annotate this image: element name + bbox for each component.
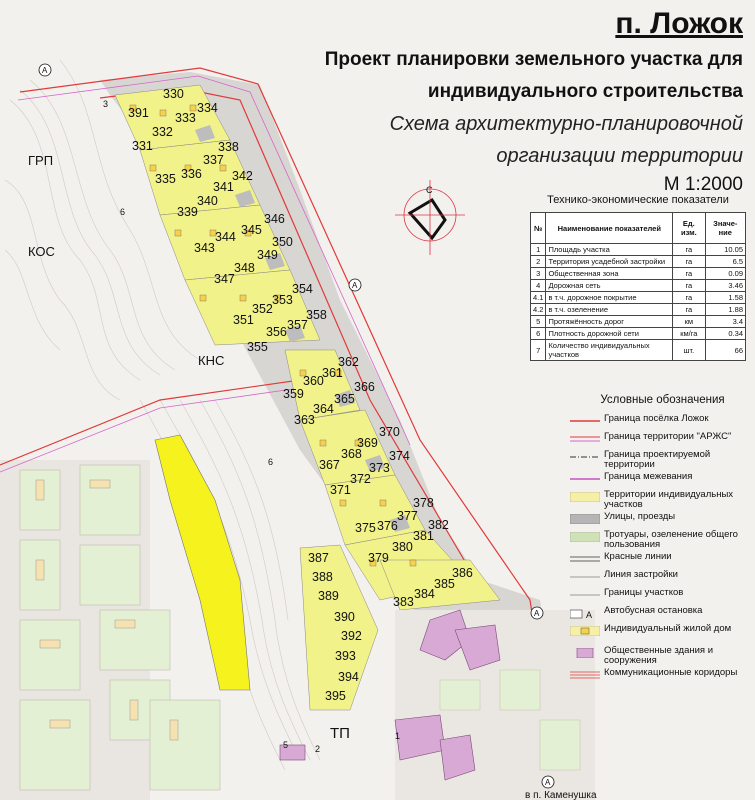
legend-label: Граница посёлка Ложок	[604, 413, 709, 424]
table-cell: 6.5	[705, 256, 745, 268]
plot-number: 379	[368, 551, 389, 565]
plot-number: 390	[334, 610, 355, 624]
table-cell: 6	[531, 328, 546, 340]
table-row	[531, 268, 746, 280]
plot-number: 338	[218, 140, 239, 154]
plot-number: 384	[414, 587, 435, 601]
col-header: Наименование показателей	[546, 213, 673, 244]
marker-5: 5	[283, 740, 289, 750]
svg-text:A: A	[586, 610, 593, 620]
col-header: №	[531, 213, 546, 244]
plot-number: 343	[194, 241, 215, 255]
table-cell: Общественная зона	[546, 268, 673, 280]
plot-number: 336	[181, 167, 202, 181]
legend-item	[570, 470, 755, 488]
table-cell: 5	[531, 316, 546, 328]
table-cell: 3.4	[705, 316, 745, 328]
contour-label: 6	[268, 457, 274, 467]
project-title-line1: Проект планировки земельного участка для	[324, 49, 743, 70]
table-cell: км	[673, 316, 705, 328]
label-kns: КНС	[198, 353, 225, 368]
table-cell: 4.2	[531, 304, 546, 316]
north-label: С	[426, 185, 433, 195]
plot-number: 387	[308, 551, 329, 565]
legend-title: Условные обозначения	[600, 394, 725, 406]
table-cell: га	[673, 244, 705, 256]
legend-label: Границы участков	[604, 587, 684, 598]
legend-item	[570, 488, 755, 510]
plot-number: 346	[264, 212, 285, 226]
plot-number: 383	[393, 595, 414, 609]
table-row	[531, 316, 746, 328]
plot-number: 331	[132, 139, 153, 153]
legend-label: Территории индивидуальных участков	[604, 489, 734, 510]
plot-number: 389	[318, 589, 339, 603]
legend-item	[570, 510, 755, 528]
plot-number: 352	[252, 302, 273, 316]
table-cell: в т.ч. дорожное покрытие	[546, 292, 673, 304]
bus-stop-icon	[542, 776, 554, 788]
label-towards: в п. Каменушка	[525, 790, 597, 800]
table-row	[531, 292, 746, 304]
legend-label: Автобусная остановка	[604, 605, 703, 616]
legend-label: Граница территории "АРЖС"	[604, 431, 732, 442]
plot-number: 366	[354, 380, 375, 394]
table-row	[531, 244, 746, 256]
legend-item	[570, 568, 755, 586]
plot-number: 359	[283, 387, 304, 401]
table-cell: км/га	[673, 328, 705, 340]
plot-number: 335	[155, 172, 176, 186]
plot-number: 357	[287, 318, 308, 332]
table-cell: Площадь участка	[546, 244, 673, 256]
plot-number: 332	[152, 125, 173, 139]
label-tp: ТП	[330, 725, 350, 742]
legend-item	[570, 586, 755, 604]
plot-number: 381	[413, 529, 434, 543]
legend-symbol	[570, 648, 600, 658]
table-cell: 3.46	[705, 280, 745, 292]
plot-number: 367	[319, 458, 340, 472]
svg-text:А: А	[545, 778, 551, 787]
plot-number: 354	[292, 282, 313, 296]
plot-number: 333	[175, 111, 196, 125]
legend-symbol	[570, 608, 600, 618]
table-cell: Количество индивидуальных участков	[546, 340, 673, 361]
table-cell: Дорожная сеть	[546, 280, 673, 292]
col-header: Ед. изм.	[673, 213, 705, 244]
plot-number: 368	[341, 447, 362, 461]
legend-label: Улицы, проезды	[604, 511, 676, 522]
legend-symbol	[570, 416, 600, 426]
legend-symbol	[570, 590, 600, 600]
plot-number: 344	[215, 230, 236, 244]
table-cell: шт.	[673, 340, 705, 361]
table-cell: Плотность дорожной сети	[546, 328, 673, 340]
plot-number: 340	[197, 194, 218, 208]
table-cell: Протяжённость дорог	[546, 316, 673, 328]
table-cell: Территория усадебной застройки	[546, 256, 673, 268]
table-cell: 1.88	[705, 304, 745, 316]
plot-number: 382	[428, 518, 449, 532]
legend-item	[570, 550, 755, 568]
plot-number: 339	[177, 205, 198, 219]
legend-item	[570, 448, 755, 470]
table-row	[531, 328, 746, 340]
legend-symbol	[570, 452, 600, 462]
legend-label: Граница межевания	[604, 471, 693, 482]
svg-text:А: А	[352, 281, 358, 290]
plot-number: 395	[325, 689, 346, 703]
plot-number: 375	[355, 521, 376, 535]
plot-number: 334	[197, 101, 218, 115]
legend-label: Тротуары, озеленение общего пользования	[604, 529, 738, 550]
legend-symbol	[570, 434, 600, 444]
plot-number: 337	[203, 153, 224, 167]
legend-symbol	[570, 554, 600, 564]
table-cell: 4.1	[531, 292, 546, 304]
plot-number: 353	[272, 293, 293, 307]
plot-number: 363	[294, 413, 315, 427]
legend-item	[570, 644, 755, 666]
table-cell: 4	[531, 280, 546, 292]
legend-label: Коммуникационные коридоры	[604, 667, 738, 678]
plot-number: 351	[233, 313, 254, 327]
legend-item	[570, 430, 755, 448]
project-title-line2: индивидуального строительства	[427, 81, 743, 102]
plot-number: 349	[257, 248, 278, 262]
plot-number: 377	[397, 509, 418, 523]
title-block	[325, 6, 743, 198]
plot-number: 370	[379, 425, 400, 439]
legend-symbol	[570, 670, 600, 680]
plot-number: 341	[213, 180, 234, 194]
plot-number: 373	[369, 461, 390, 475]
table-cell: в т.ч. озеленение	[546, 304, 673, 316]
indicators-title: Технико-экономические показатели	[547, 194, 729, 206]
settlement-title: п. Ложок	[615, 7, 743, 40]
table-row	[531, 304, 746, 316]
scheme-title-line2: организации территории	[496, 145, 743, 167]
table-cell: 3	[531, 268, 546, 280]
plot-number: 356	[266, 325, 287, 339]
plot-number: 394	[338, 670, 359, 684]
plot-number: 369	[357, 436, 378, 450]
legend	[570, 394, 755, 684]
svg-text:А: А	[42, 66, 48, 75]
legend-item	[570, 622, 755, 644]
col-header: Значе-ние	[705, 213, 745, 244]
table-cell: га	[673, 292, 705, 304]
contour-label: 6	[120, 207, 126, 217]
table-cell: га	[673, 268, 705, 280]
plot-number: 345	[241, 223, 262, 237]
plot-number: 371	[330, 483, 351, 497]
marker-1: 1	[395, 731, 401, 741]
plot-number: 348	[234, 261, 255, 275]
label-kos: КОС	[28, 244, 55, 259]
plot-number: 374	[389, 449, 410, 463]
bus-stop-icon	[531, 607, 543, 619]
plot-number: 386	[452, 566, 473, 580]
legend-label: Индивидуальный жилой дом	[604, 623, 732, 634]
plot-number: 355	[247, 340, 268, 354]
legend-symbol	[570, 474, 600, 484]
legend-item	[570, 604, 755, 622]
indicators-table	[530, 212, 746, 361]
legend-label: Граница проектируемой территории	[604, 449, 711, 470]
table-cell: 1	[531, 244, 546, 256]
legend-item	[570, 528, 755, 550]
bus-stop-icon	[39, 64, 51, 76]
table-cell: га	[673, 280, 705, 292]
label-grp: ГРП	[28, 153, 54, 168]
plot-number: 362	[338, 355, 359, 369]
legend-item	[570, 412, 755, 430]
table-cell: га	[673, 304, 705, 316]
table-cell: га	[673, 256, 705, 268]
table-cell: 10.05	[705, 244, 745, 256]
plot-number: 330	[163, 87, 184, 101]
plot-number: 360	[303, 374, 324, 388]
legend-label: Общественные здания и сооружения	[604, 645, 714, 666]
plot-number: 361	[322, 366, 343, 380]
plot-number: 350	[272, 235, 293, 249]
legend-symbol	[570, 492, 600, 502]
scheme-title-line1: Схема архитектурно-планировочной	[389, 113, 743, 135]
plot-number: 372	[350, 472, 371, 486]
plot-number: 392	[341, 629, 362, 643]
table-cell: 2	[531, 256, 546, 268]
legend-symbol	[570, 532, 600, 542]
table-cell: 7	[531, 340, 546, 361]
plot-number: 347	[214, 272, 235, 286]
table-cell: 1.58	[705, 292, 745, 304]
marker-2: 2	[315, 744, 321, 754]
marker-3: 3	[103, 99, 109, 109]
table-cell: 0.34	[705, 328, 745, 340]
svg-text:А: А	[534, 609, 540, 618]
plot-number: 365	[334, 392, 355, 406]
legend-item	[570, 666, 755, 684]
table-row	[531, 256, 746, 268]
plot-number: 364	[313, 402, 334, 416]
legend-label: Красные линии	[604, 551, 672, 562]
table-row	[531, 280, 746, 292]
plot-number: 376	[377, 519, 398, 533]
indicators-table-block	[530, 194, 746, 361]
table-cell: 66	[705, 340, 745, 361]
legend-symbol	[570, 626, 600, 636]
table-row	[531, 340, 746, 361]
plot-number: 358	[306, 308, 327, 322]
scale-label: М 1:2000	[663, 174, 743, 195]
legend-symbol	[570, 572, 600, 582]
bus-stop-icon	[349, 279, 361, 291]
plot-number: 393	[335, 649, 356, 663]
plot-number: 385	[434, 577, 455, 591]
table-cell: 0.09	[705, 268, 745, 280]
plot-number: 378	[413, 496, 434, 510]
plot-number: 388	[312, 570, 333, 584]
legend-label: Линия застройки	[604, 569, 678, 580]
legend-symbol	[570, 514, 600, 524]
plot-number: 391	[128, 106, 149, 120]
plot-number: 342	[232, 169, 253, 183]
plot-number: 380	[392, 540, 413, 554]
